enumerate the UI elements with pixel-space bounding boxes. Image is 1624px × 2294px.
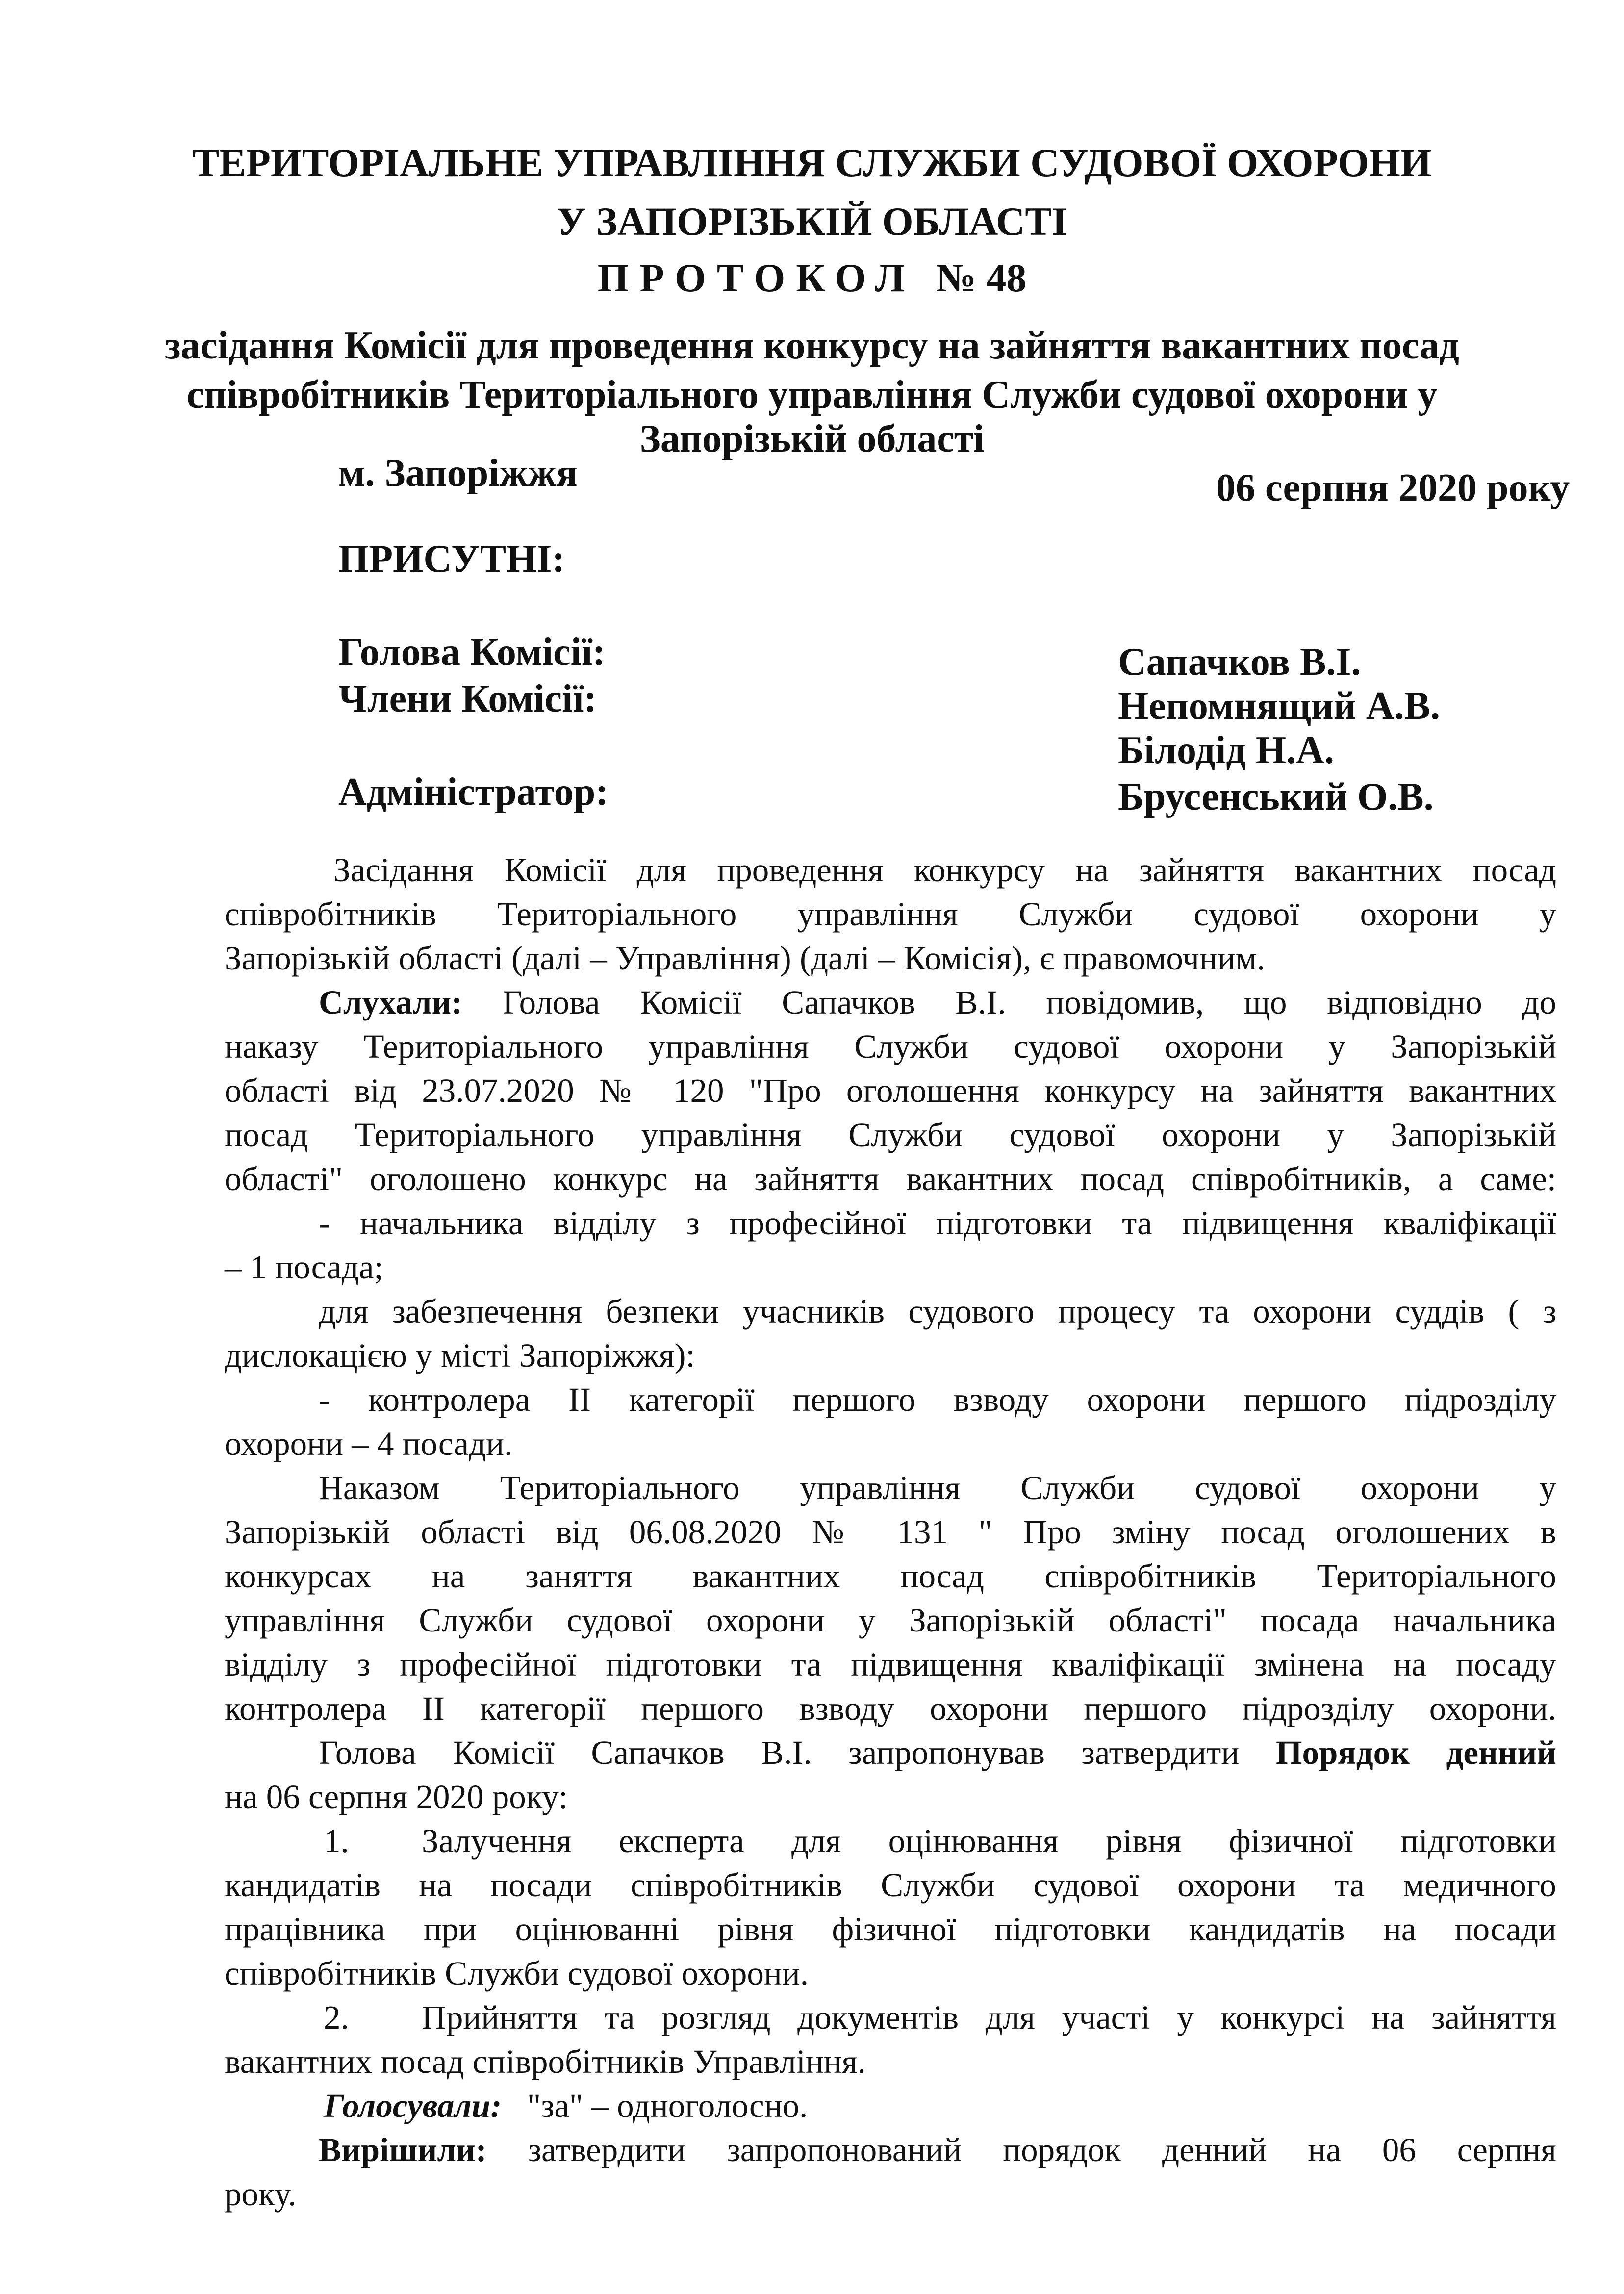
- admin-label: Адміністратор:: [338, 770, 609, 814]
- member-name-2: Білодід Н.А.: [1118, 729, 1334, 772]
- decided-text: затвердити запропонований порядок денний на 06 серпня: [528, 2131, 1556, 2168]
- p2-line4: посад Територіального управління Служби судової охорони у Запорізькій: [225, 1116, 1556, 1153]
- p2-line2: наказу Територіального управління Служби судової охорони у Запорізькій: [225, 1028, 1556, 1065]
- decided-line2: року.: [225, 2175, 297, 2213]
- subject-line3: Запорізькій області: [639, 417, 985, 460]
- p3-line3: конкурсах на заняття вакантних посад співробітників Територіального: [225, 1557, 1556, 1595]
- p4-line1: [319, 1733, 1556, 1772]
- p4-line2: на 06 серпня 2020 року:: [225, 1778, 568, 1815]
- agenda-item1-number: 1.: [324, 1822, 349, 1860]
- p2-line1-text: Голова Комісії Сапачков В.І. повідомив, що відповідно до: [502, 984, 1556, 1021]
- attendance-title: ПРИСУТНІ:: [338, 537, 565, 581]
- item1-line1: - начальника відділу з професійної підготовки та підвищення кваліфікації: [319, 1204, 1556, 1242]
- decided-label: Вирішили:: [319, 2131, 487, 2168]
- protocol-word: ПРОТОКОЛ: [597, 255, 916, 300]
- meeting-date: 06 серпня 2020 року: [1216, 466, 1570, 510]
- voted-label: Голосували:: [324, 2087, 502, 2124]
- protocol-number: № 48: [936, 255, 1027, 300]
- agenda-item1-line4: співробітників Служби судової охорони.: [225, 1955, 809, 1992]
- city: м. Запоріжжя: [338, 452, 578, 495]
- p3-line2: Запорізькій області від 06.08.2020 № 131 " Про зміну посад оголошених в: [225, 1513, 1556, 1551]
- item3-line2: охорони – 4 посади.: [225, 1425, 513, 1462]
- decided-line1: [319, 2131, 1556, 2169]
- p2-line3: області від 23.07.2020 № 120 "Про оголошення конкурсу на зайняття вакантних: [225, 1072, 1556, 1109]
- member-name-1: Непомнящий А.В.: [1118, 685, 1441, 728]
- agenda-item1-line1: Залучення експерта для оцінювання рівня фізичної підготовки: [422, 1822, 1556, 1860]
- agenda-item2-line1: Прийняття та розгляд документів для участі у конкурсі на зайняття: [422, 1999, 1556, 2036]
- admin-name: Брусенський О.В.: [1118, 775, 1434, 818]
- p4-line1-text: Голова Комісії Сапачков В.І. запропонував затвердити: [319, 1734, 1240, 1771]
- org-title-line2: У ЗАПОРІЗЬКІЙ ОБЛАСТІ: [557, 199, 1067, 244]
- heard-label: Слухали:: [319, 984, 463, 1021]
- protocol-heading: [0, 255, 1624, 301]
- agenda-item2-line2: вакантних посад співробітників Управління.: [225, 2043, 866, 2080]
- item3-line1: - контролера ІІ категорії першого взводу охорони першого підрозділу: [319, 1381, 1556, 1418]
- p3-line6: контролера ІІ категорії першого взводу охорони першого підрозділу охорони.: [225, 1690, 1556, 1727]
- p1-line3: Запорізькій області (далі – Управління) (далі – Комісія), є правомочним.: [225, 940, 1266, 977]
- p2-line1: [319, 983, 1556, 1022]
- voted-text: "за" – одноголосно.: [527, 2087, 808, 2124]
- p1-line1: Засідання Комісії для проведення конкурсу на зайняття вакантних посад: [333, 851, 1556, 889]
- agenda-label: Порядок денний: [1275, 1734, 1556, 1771]
- p1-line2: співробітників Територіального управління Служби судової охорони у: [225, 895, 1556, 933]
- agenda-item1-line2: кандидатів на посади співробітників Служби судової охорони та медичного: [225, 1866, 1556, 1904]
- org-title-line1: ТЕРИТОРІАЛЬНЕ УПРАВЛІННЯ СЛУЖБИ СУДОВОЇ ОХОРОНИ: [192, 140, 1432, 185]
- members-label: Члени Комісії:: [338, 677, 597, 720]
- item2-line1: для забезпечення безпеки учасників судового процесу та охорони суддів ( з: [319, 1293, 1556, 1330]
- chair-name: Сапачков В.І.: [1118, 640, 1361, 684]
- voting-line: [324, 2087, 808, 2125]
- item2-line2: дислокацією у місті Запоріжжя):: [225, 1337, 695, 1374]
- p3-line1: Наказом Територіального управління Служби судової охорони у: [319, 1469, 1556, 1506]
- agenda-item2-number: 2.: [324, 1999, 349, 2036]
- subject-line1: засідання Комісії для проведення конкурсу на зайняття вакантних посад: [165, 324, 1459, 367]
- p3-line4: управління Служби судової охорони у Запорізькій області" посада начальника: [225, 1602, 1556, 1639]
- agenda-item1-line3: працівника при оцінюванні рівня фізичної підготовки кандидатів на посади: [225, 1911, 1556, 1948]
- subject-line2: співробітників Територіального управління Служби судової охорони у: [186, 373, 1438, 416]
- item1-line2: – 1 посада;: [225, 1249, 383, 1286]
- p3-line5: відділу з професійної підготовки та підвищення кваліфікації змінена на посаду: [225, 1646, 1556, 1683]
- p2-line5: області" оголошено конкурс на зайняття вакантних посад співробітників, а саме:: [225, 1160, 1556, 1198]
- chair-label: Голова Комісії:: [338, 631, 606, 674]
